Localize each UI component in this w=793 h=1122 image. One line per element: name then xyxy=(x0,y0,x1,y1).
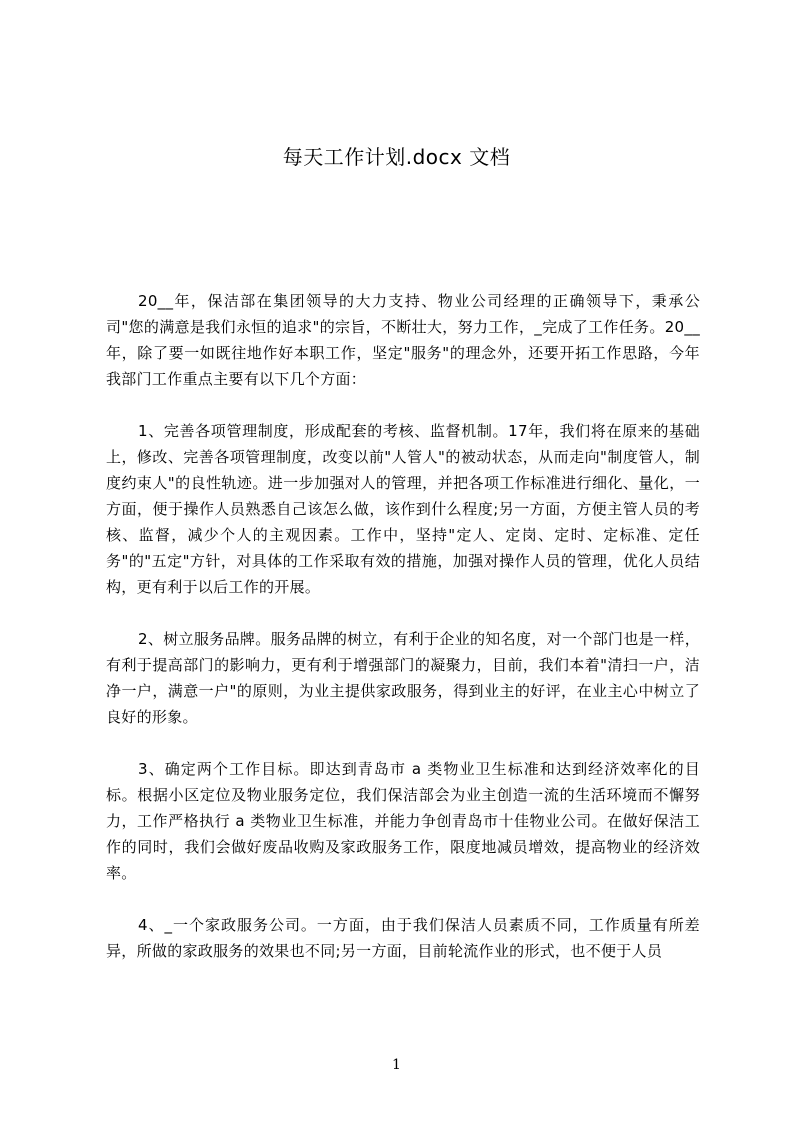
document-body xyxy=(106,288,700,990)
paragraph-item-2: 2、树立服务品牌。服务品牌的树立，有利于企业的知名度，对一个部门也是一样，有利于提高部门的影响力，更有利于增强部门的凝聚力，目前，我们本着"清扫一户，洁净一户，满意一户"的原则，为业主提供家政服务，得到业主的好评，在业主心中树立了良好的形象。 xyxy=(106,630,700,726)
paragraph-item-3: 3、确定两个工作目标。即达到青岛市 a 类物业卫生标准和达到经济效率化的目标。根据小区定位及物业服务定位，我们保洁部会为业主创造一流的生活环境而不懈努力，工作严格执行 a 类物业卫生标准，并能力争创青岛市十佳物业公司。在做好保洁工作的同时，我们会做好废品收购及家政服务工作，限度地减员增效，提高物业的经济效率。 xyxy=(106,760,700,882)
paragraph-item-4: 4、_一个家政服务公司。一方面，由于我们保洁人员素质不同，工作质量有所差异，所做的家政服务的效果也不同;另一方面，目前轮流作业的形式，也不便于人员 xyxy=(106,916,700,960)
page-number: 1 xyxy=(392,1057,401,1073)
document-title: 每天工作计划.docx 文档 xyxy=(282,145,511,169)
paragraph-intro: 20__年，保洁部在集团领导的大力支持、物业公司经理的正确领导下，秉承公司"您的满意是我们永恒的追求"的宗旨，不断壮大，努力工作，_完成了工作任务。20__年，除了要一如既往地作好本职工作，坚定"服务"的理念外，还要开拓工作思路，今年我部门工作重点主要有以下几个方面： xyxy=(106,292,700,388)
paragraph-item-1: 1、完善各项管理制度，形成配套的考核、监督机制。17年，我们将在原来的基础上，修改、完善各项管理制度，改变以前"人管人"的被动状态，从而走向"制度管人，制度约束人"的良性轨迹。进一步加强对人的管理，并把各项工作标准进行细化、量化，一方面，便于操作人员熟悉自己该怎么做，该作到什么程度;另一方面，方便主管人员的考核、监督，减少个人的主观因素。工作中，坚持"定人、定岗、定时、定标准、定任务"的"五定"方针，对具体的工作采取有效的措施，加强对操作人员的管理，优化人员结构，更有利于以后工作的开展。 xyxy=(106,422,700,596)
